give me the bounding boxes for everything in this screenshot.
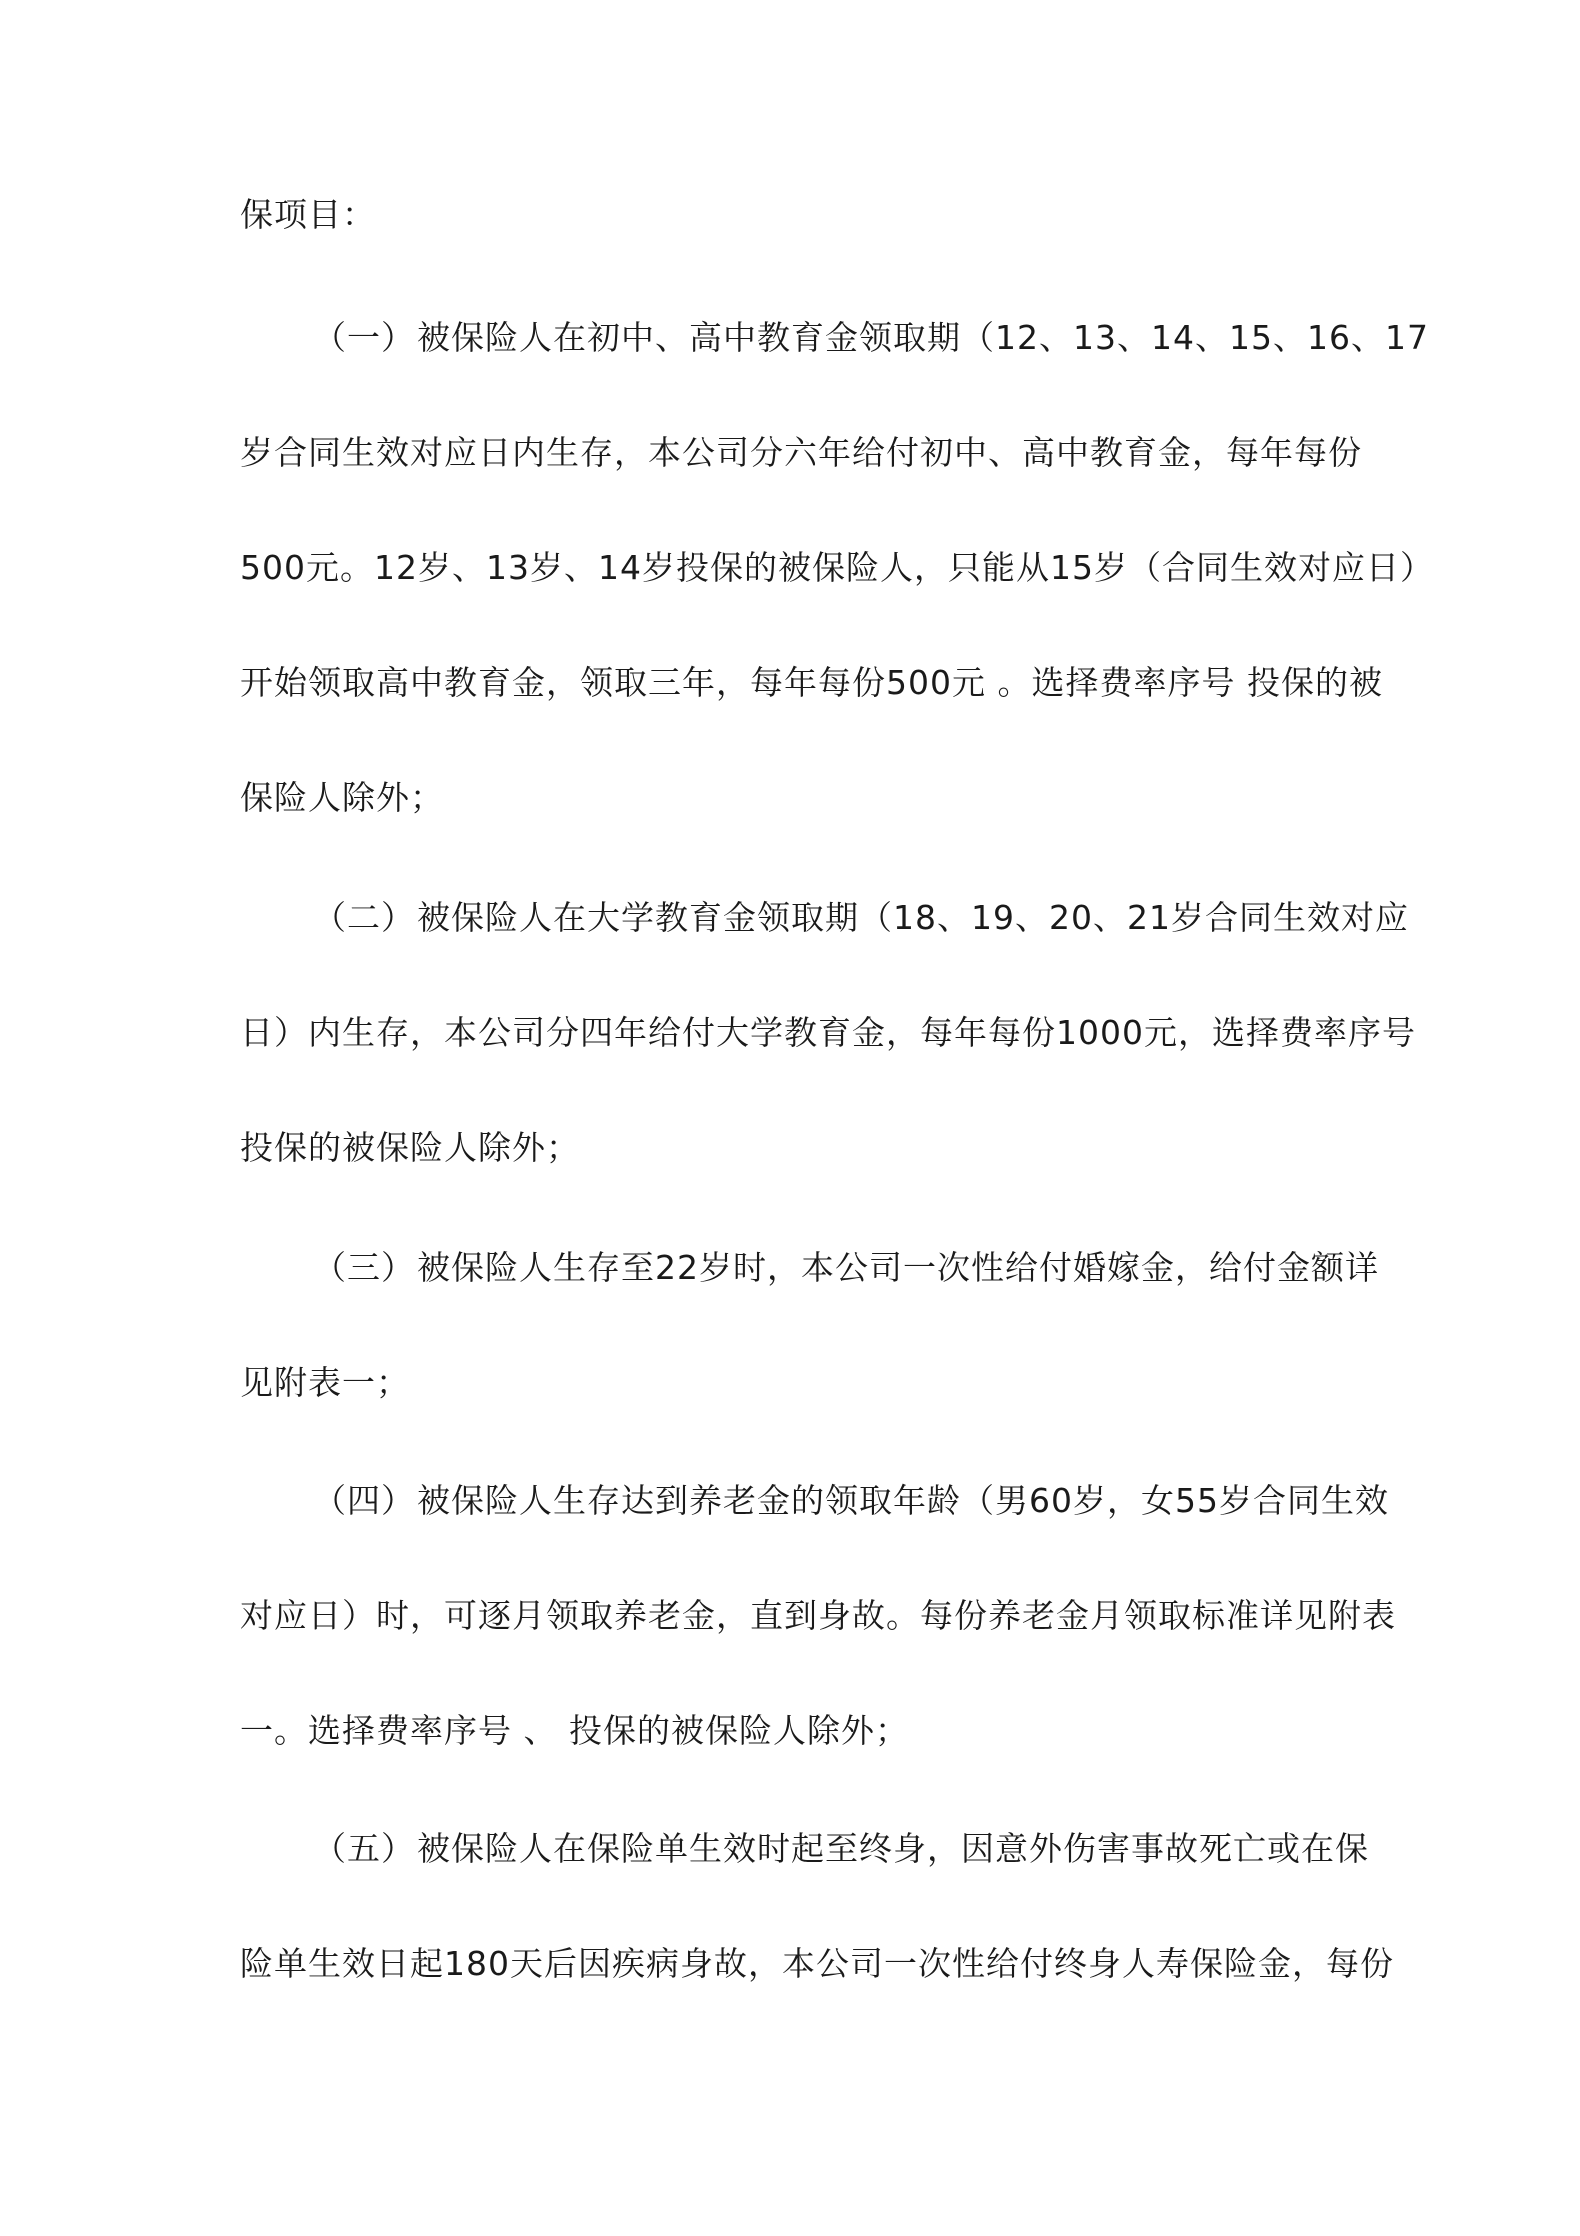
text-line: 被保险人在保险单生效时起至终身，因意外伤害事故死亡或在保 — [417, 1829, 1369, 1868]
text-line: 被保险人生存达到养老金的领取年龄（男60岁，女55岁合同生效 — [417, 1481, 1389, 1520]
clause-marker: （四） — [313, 1481, 415, 1520]
text-line: 被保险人在大学教育金领取期（18、19、20、21岁合同生效对应 — [417, 898, 1409, 937]
text-line: 投保的被保险人除外； — [240, 1128, 580, 1167]
text-line: 见附表一； — [240, 1363, 410, 1402]
text-line: 开始领取高中教育金，领取三年，每年每份500元 。选择费率序号 投保的被 — [240, 663, 1383, 702]
text-line: 保险人除外； — [240, 778, 444, 817]
clause-marker: （三） — [313, 1248, 415, 1287]
text-line: 被保险人生存至22岁时，本公司一次性给付婚嫁金，给付金额详 — [417, 1248, 1379, 1287]
clause-1-first-line — [313, 318, 1429, 358]
text-line: 被保险人在初中、高中教育金领取期（12、13、14、15、16、17 — [417, 318, 1429, 357]
clause-2-first-line — [313, 898, 1409, 938]
clause-4-first-line — [313, 1481, 1389, 1521]
text-line: 岁合同生效对应日内生存，本公司分六年给付初中、高中教育金，每年每份 — [240, 433, 1362, 472]
text-line: 保项目： — [240, 195, 376, 234]
text-line: 对应日）时，可逐月领取养老金，直到身故。每份养老金月领取标准详见附表 — [240, 1596, 1396, 1635]
clause-marker: （二） — [313, 898, 415, 937]
clause-3-first-line — [313, 1248, 1379, 1288]
text-line: 险单生效日起180天后因疾病身故，本公司一次性给付终身人寿保险金，每份 — [240, 1944, 1394, 1983]
text-line: 500元。12岁、13岁、14岁投保的被保险人，只能从15岁（合同生效对应日） — [240, 548, 1434, 587]
clause-5-first-line — [313, 1829, 1369, 1869]
clause-marker: （五） — [313, 1829, 415, 1868]
text-line: 日）内生存，本公司分四年给付大学教育金，每年每份1000元，选择费率序号 — [240, 1013, 1416, 1052]
clause-marker: （一） — [313, 318, 415, 357]
text-line: 一。选择费率序号 、 投保的被保险人除外； — [240, 1711, 909, 1750]
